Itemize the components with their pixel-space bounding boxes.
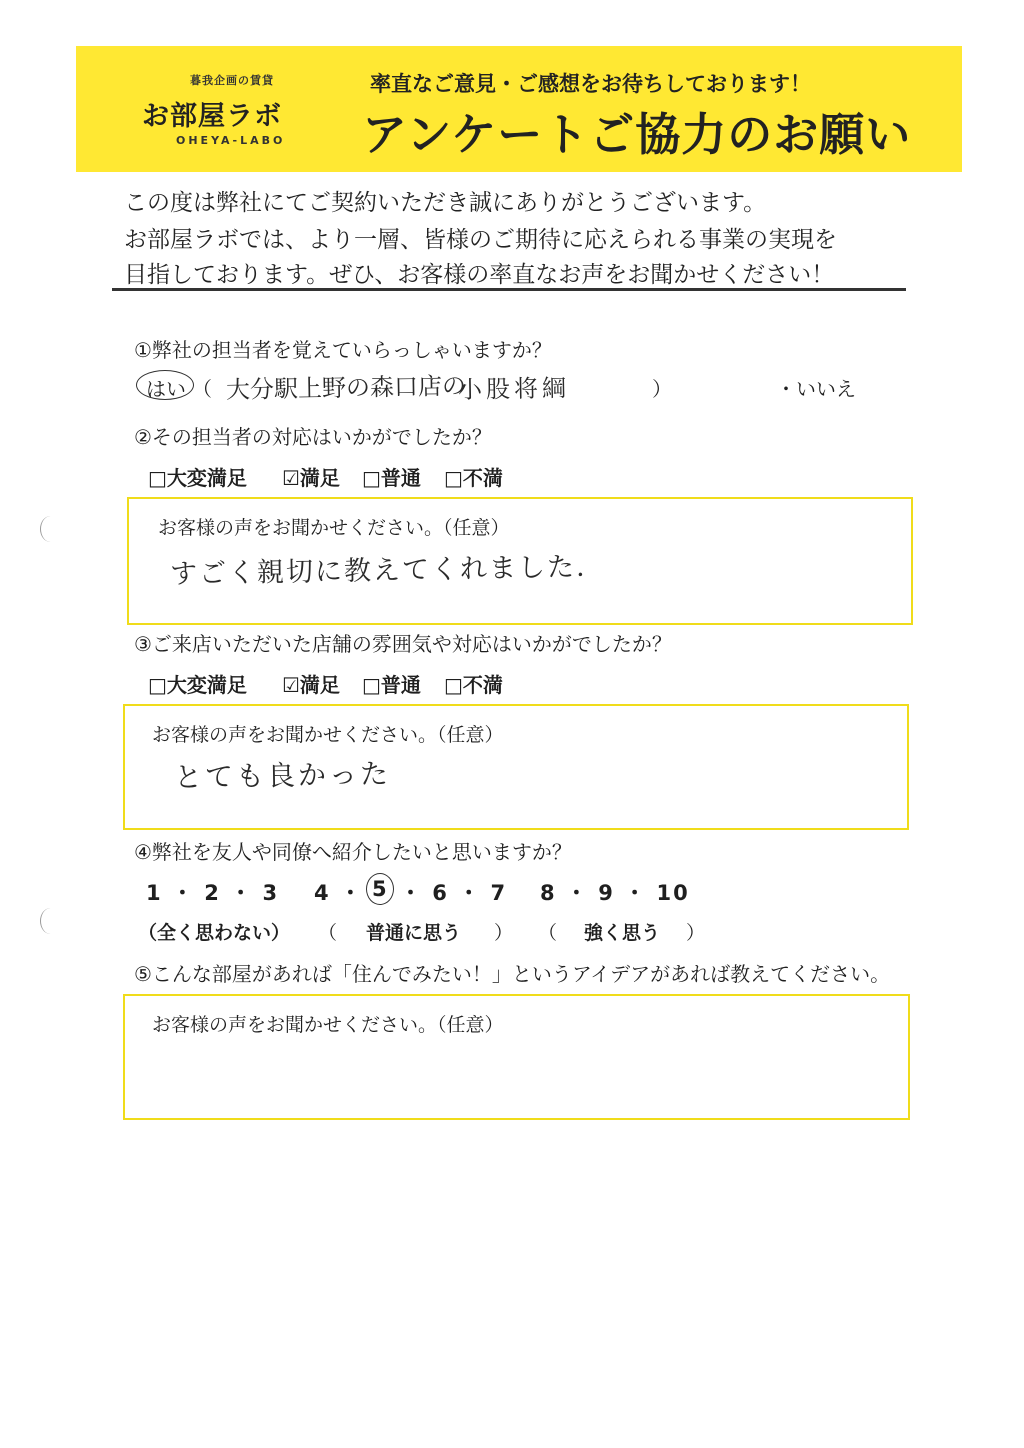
q3-option-satisfied[interactable]: ☑満足 [282, 673, 340, 697]
q2-option-very-satisfied[interactable]: □大変満足 [148, 466, 247, 490]
binder-hole [40, 516, 61, 542]
q2-option-normal[interactable]: □普通 [362, 466, 421, 490]
scale-mid-open-paren: （ [318, 922, 338, 944]
q2-comment-answer: すごく親切に教えてくれました. [169, 551, 587, 590]
logo-subtext: OHEYA-LABO [176, 134, 286, 147]
intro-line-3: 目指しております。ぜひ、お客様の率直なお声をお聞かせください！ [124, 262, 835, 288]
scale-mid-close-paren: ） [494, 922, 514, 944]
q3-comment-label: お客様の声をお聞かせください。（任意） [152, 724, 504, 746]
q1-open-paren: （ [192, 377, 212, 401]
q1-answer-name: 小股将綱 [457, 374, 571, 404]
binder-hole [40, 908, 61, 934]
intro-line-2: お部屋ラボでは、より一層、皆様のご期待に応えられる事業の実現を [124, 227, 837, 253]
q3-option-dissatisfied[interactable]: □不満 [444, 673, 503, 697]
divider [112, 288, 906, 291]
scale-high-open-paren: （ [538, 922, 558, 944]
q1-close-paren: ） [652, 377, 672, 401]
scale-values-mid-a[interactable]: 4 ・ [314, 881, 363, 905]
scale-label-low: （全く思わない） [138, 922, 291, 944]
q5-comment-label: お客様の声をお聞かせください。（任意） [152, 1014, 504, 1036]
q2-option-dissatisfied[interactable]: □不満 [444, 466, 503, 490]
q2-comment-label: お客様の声をお聞かせください。（任意） [158, 517, 510, 539]
scale-high-close-paren: ） [686, 922, 706, 944]
question-3: ③ご来店いただいた店舗の雰囲気や対応はいかがでしたか？ [134, 632, 672, 656]
banner-title: アンケートご協力のお願い [362, 108, 912, 161]
scale-label-high: 強く思う [584, 922, 661, 944]
question-5: ⑤こんな部屋があれば「住んでみたい！」というアイデアがあれば教えてください。 [134, 962, 891, 986]
q1-yes-option[interactable]: はい [146, 377, 186, 401]
scale-value-selected[interactable]: 5 [372, 877, 389, 901]
scale-values-low[interactable]: 1 ・ 2 ・ 3 [146, 881, 280, 905]
q3-option-normal[interactable]: □普通 [362, 673, 421, 697]
q2-option-satisfied[interactable]: ☑満足 [282, 466, 340, 490]
question-1: ①弊社の担当者を覚えていらっしゃいますか？ [134, 338, 552, 362]
logo: お部屋ラボ [142, 101, 282, 132]
banner-subtitle: 率直なご意見・ご感想をお待ちしております！ [370, 72, 811, 96]
intro-line-1: この度は弊社にてご契約いただき誠にありがとうございます。 [124, 190, 767, 216]
logo-tagline: 暮我企画の賃貸 [190, 74, 274, 87]
scale-values-high[interactable]: 8 ・ 9 ・ 10 [540, 881, 690, 905]
q1-no-option[interactable]: ・いいえ [776, 377, 856, 401]
q1-answer-store: 大分駅上野の森口店の [225, 371, 467, 404]
scale-values-mid-b[interactable]: ・ 6 ・ 7 [400, 881, 508, 905]
question-2: ②その担当者の対応はいかがでしたか？ [134, 425, 492, 449]
scale-label-mid: 普通に思う [366, 922, 462, 944]
question-4: ④弊社を友人や同僚へ紹介したいと思いますか？ [134, 840, 572, 864]
q3-comment-answer: とても良かった [173, 757, 392, 794]
q3-option-very-satisfied[interactable]: □大変満足 [148, 673, 247, 697]
